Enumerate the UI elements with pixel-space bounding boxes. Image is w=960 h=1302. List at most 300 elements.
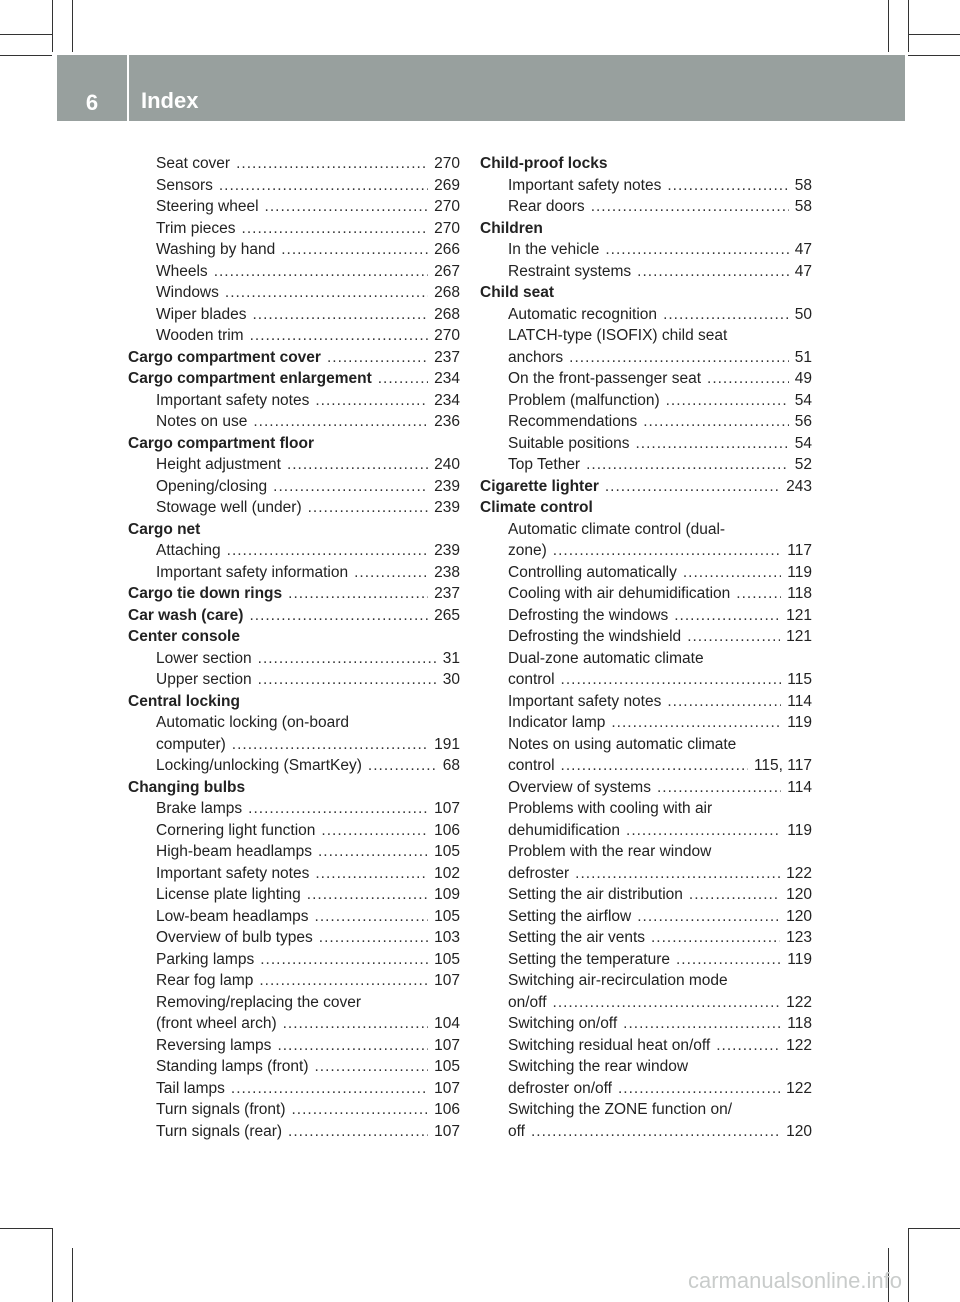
leader-dots	[575, 863, 780, 885]
entry-text: Top Tether	[508, 456, 581, 473]
index-entry	[480, 970, 812, 992]
index-entry	[480, 605, 812, 627]
page-reference: 115, 117	[753, 757, 812, 774]
index-entry	[480, 1078, 812, 1100]
entry-text: Lower section	[156, 649, 252, 667]
watermark: carmanualsonline.info	[687, 1268, 902, 1293]
index-entry	[128, 562, 460, 584]
page-reference: 114	[787, 778, 812, 796]
entry-text: Wiper blades	[156, 305, 247, 323]
index-entry	[480, 820, 812, 842]
index-column-left	[128, 153, 460, 1142]
index-entry	[480, 1056, 812, 1078]
index-entry	[480, 454, 812, 476]
leader-dots	[252, 304, 428, 326]
index-entry	[128, 1035, 460, 1057]
entry-text: Overview of bulb types	[156, 929, 313, 946]
page-reference: 266	[434, 241, 460, 258]
index-heading	[128, 777, 460, 799]
index-entry	[128, 798, 460, 820]
entry-text: Cargo compartment enlargement	[128, 370, 372, 387]
page-reference: 122	[786, 864, 812, 882]
leader-dots	[319, 927, 428, 949]
leader-dots	[626, 820, 781, 842]
page-reference: 270	[434, 198, 460, 215]
page-reference: 120	[786, 1122, 812, 1140]
index-entry	[480, 777, 812, 799]
leader-dots	[637, 906, 780, 928]
index-entry	[480, 411, 812, 433]
leader-dots	[258, 648, 437, 670]
index-entry	[480, 755, 812, 777]
leader-dots	[321, 820, 428, 842]
leader-dots	[227, 540, 428, 562]
index-entry	[480, 368, 812, 390]
crop-mark	[52, 1228, 53, 1302]
entry-text: Overview of systems	[508, 778, 651, 796]
entry-text: Important safety information	[156, 563, 349, 581]
index-entry	[480, 992, 812, 1014]
index-entry	[128, 1099, 460, 1121]
entry-text: Low-beam headlamps	[156, 907, 309, 925]
entry-text: Automatic recognition	[508, 305, 658, 323]
leader-dots	[283, 1013, 429, 1035]
page-reference: 123	[786, 929, 812, 946]
leader-dots	[623, 1013, 781, 1035]
leader-dots	[307, 884, 428, 906]
page-reference: 119	[787, 950, 812, 968]
index-entry	[128, 282, 460, 304]
index-entry	[128, 497, 460, 519]
index-entry	[128, 841, 460, 863]
leader-dots	[315, 906, 429, 928]
page-reference: 117	[787, 542, 812, 559]
index-entry	[128, 820, 460, 842]
crop-mark	[0, 1228, 52, 1229]
index-entry	[480, 390, 812, 412]
entry-text: Important safety notes	[156, 864, 310, 882]
index-entry	[480, 1099, 812, 1121]
leader-dots	[219, 175, 428, 197]
leader-dots	[253, 411, 428, 433]
index-entry	[128, 454, 460, 476]
page-reference: 122	[786, 1036, 812, 1054]
page-reference: 50	[794, 305, 812, 323]
leader-dots	[667, 691, 781, 713]
index-entry	[480, 906, 812, 928]
entry-text: Important safety notes	[156, 391, 310, 409]
crop-mark	[0, 34, 52, 35]
index-entry	[480, 540, 812, 562]
page-reference: 30	[442, 671, 460, 688]
index-entry	[128, 304, 460, 326]
index-entry	[128, 669, 460, 691]
page-reference: 52	[794, 456, 812, 473]
leader-dots	[605, 239, 788, 261]
entry-text: Important safety notes	[508, 692, 662, 710]
leader-dots	[277, 1035, 428, 1057]
entry-text: Children	[480, 219, 543, 237]
entry-text: In the vehicle	[508, 241, 600, 258]
entry-text: On the front-passenger seat	[508, 370, 702, 387]
entry-text: Wooden trim	[156, 327, 244, 344]
leader-dots	[674, 605, 780, 627]
page-reference: 51	[794, 348, 812, 366]
index-entry	[128, 261, 460, 283]
index-entry	[480, 583, 812, 605]
index-heading	[128, 368, 460, 390]
page-reference: 107	[434, 1079, 460, 1097]
entry-text: control	[508, 757, 555, 774]
entry-text: Child-proof locks	[480, 155, 608, 172]
leader-dots	[236, 153, 428, 175]
index-entry	[480, 519, 812, 541]
index-entry	[480, 261, 812, 283]
index-entry	[128, 992, 460, 1014]
entry-text: Cargo compartment cover	[128, 348, 321, 366]
leader-dots	[569, 347, 789, 369]
index-entry	[480, 626, 812, 648]
entry-text: Opening/closing	[156, 477, 268, 495]
entry-text: defroster	[508, 864, 570, 882]
index-heading	[128, 433, 460, 455]
entry-text: Dual-zone automatic climate	[508, 649, 704, 667]
entry-text: Removing/replacing the cover	[156, 993, 362, 1011]
entry-text: Rear fog lamp	[156, 972, 254, 989]
page-reference: 109	[434, 886, 460, 903]
entry-text: Problems with cooling with air	[508, 800, 713, 817]
leader-dots	[707, 368, 789, 390]
entry-text: control	[508, 671, 555, 688]
leader-dots	[232, 734, 428, 756]
index-entry	[480, 1035, 812, 1057]
index-heading	[480, 282, 812, 304]
index-entry	[128, 540, 460, 562]
page-reference: 270	[434, 327, 460, 344]
leader-dots	[378, 368, 428, 390]
index-entry	[480, 304, 812, 326]
leader-dots	[736, 583, 781, 605]
page-reference: 236	[434, 413, 460, 430]
index-entry	[480, 347, 812, 369]
page-reference: 58	[794, 176, 812, 194]
entry-text: Defrosting the windows	[508, 606, 669, 624]
page-reference: 270	[434, 219, 460, 237]
entry-text: Tail lamps	[156, 1079, 225, 1097]
index-entry	[128, 712, 460, 734]
leader-dots	[273, 476, 428, 498]
leader-dots	[689, 884, 780, 906]
index-entry	[128, 884, 460, 906]
page-reference: 119	[787, 714, 812, 731]
crop-mark	[888, 0, 889, 52]
leader-dots	[281, 239, 428, 261]
entry-text: Cargo tie down rings	[128, 585, 283, 602]
entry-text: License plate lighting	[156, 886, 301, 903]
index-entry	[480, 884, 812, 906]
entry-text: Setting the air vents	[508, 929, 645, 946]
page-reference: 107	[434, 972, 460, 989]
page-reference: 105	[434, 843, 460, 860]
page-reference: 106	[434, 1101, 460, 1118]
index-heading	[480, 218, 812, 240]
leader-dots	[287, 454, 428, 476]
page-reference: 106	[434, 821, 460, 839]
entry-text: High-beam headlamps	[156, 843, 312, 860]
page-reference: 239	[434, 477, 460, 495]
crop-mark	[908, 0, 909, 52]
index-entry	[480, 196, 812, 218]
entry-text: dehumidification	[508, 821, 621, 839]
entry-text: Standing lamps (front)	[156, 1058, 309, 1075]
page-reference: 120	[786, 907, 812, 925]
index-entry	[128, 390, 460, 412]
entry-text: Upper section	[156, 671, 252, 688]
page-reference: 47	[794, 241, 812, 258]
leader-dots	[260, 949, 428, 971]
page-reference: 118	[787, 585, 812, 602]
index-entry	[480, 239, 812, 261]
leader-dots	[591, 196, 789, 218]
entry-text: Parking lamps	[156, 950, 255, 968]
entry-text: Notes on use	[156, 413, 248, 430]
page-reference: 122	[786, 993, 812, 1011]
index-entry	[480, 712, 812, 734]
leader-dots	[531, 1121, 780, 1143]
index-entry	[480, 669, 812, 691]
page-reference: 114	[787, 692, 812, 710]
entry-text: (front wheel arch)	[156, 1015, 277, 1032]
index-entry	[128, 927, 460, 949]
entry-text: Height adjustment	[156, 456, 281, 473]
leader-dots	[663, 304, 789, 326]
entry-text: off	[508, 1122, 525, 1140]
leader-dots	[666, 390, 789, 412]
leader-dots	[258, 669, 437, 691]
index-entry	[128, 906, 460, 928]
entry-text: LATCH-type (ISOFIX) child seat	[508, 327, 728, 344]
entry-text: Sensors	[156, 176, 213, 194]
entry-text: Windows	[156, 284, 219, 301]
entry-text: Child seat	[480, 284, 555, 301]
entry-text: Switching the ZONE function on/	[508, 1101, 733, 1118]
page-reference: 238	[434, 563, 460, 581]
index-entry	[480, 798, 812, 820]
page-reference: 115	[787, 671, 812, 688]
entry-text: Cornering light function	[156, 821, 316, 839]
page-reference: 119	[787, 563, 812, 581]
index-entry	[480, 175, 812, 197]
entry-text: Trim pieces	[156, 219, 236, 237]
entry-text: Notes on using automatic climate	[508, 735, 737, 753]
index-entry	[128, 153, 460, 175]
page-reference: 49	[794, 370, 812, 387]
entry-text: Indicator lamp	[508, 714, 606, 731]
entry-text: Turn signals (front)	[156, 1101, 286, 1118]
leader-dots	[636, 433, 789, 455]
entry-text: zone)	[508, 542, 547, 559]
entry-text: Defrosting the windshield	[508, 628, 682, 645]
index-entry	[128, 970, 460, 992]
leader-dots	[687, 626, 780, 648]
index-entry	[480, 691, 812, 713]
leader-dots	[586, 454, 789, 476]
page-number: 6	[85, 90, 99, 115]
page-reference: 237	[434, 348, 460, 366]
page-reference: 118	[787, 1015, 812, 1032]
page-reference: 239	[434, 542, 460, 559]
index-entry	[128, 476, 460, 498]
entry-text: Problem (malfunction)	[508, 391, 660, 409]
page-reference: 105	[434, 950, 460, 968]
leader-dots	[368, 755, 437, 777]
index-entry	[128, 196, 460, 218]
index-entry	[128, 218, 460, 240]
leader-dots	[318, 841, 428, 863]
entry-text: Washing by hand	[156, 241, 276, 258]
index-entry	[128, 411, 460, 433]
leader-dots	[354, 562, 428, 584]
leader-dots	[308, 497, 429, 519]
page-reference: 121	[786, 606, 812, 624]
entry-text: Turn signals (rear)	[156, 1122, 283, 1140]
leader-dots	[315, 390, 428, 412]
leader-dots	[683, 562, 781, 584]
entry-text: Setting the air distribution	[508, 886, 683, 903]
index-entry	[128, 239, 460, 261]
leader-dots	[657, 777, 781, 799]
page-title: Index	[141, 88, 199, 113]
page-reference: 243	[786, 477, 812, 495]
page-reference: 105	[434, 1058, 460, 1075]
index-heading	[128, 626, 460, 648]
entry-text: Cooling with air dehumidification	[508, 585, 731, 602]
entry-text: Climate control	[480, 499, 593, 516]
entry-text: Automatic locking (on-board	[156, 714, 349, 731]
leader-dots	[248, 798, 428, 820]
page-reference: 269	[434, 176, 460, 194]
page-reference: 120	[786, 886, 812, 903]
index-heading	[128, 605, 460, 627]
entry-text: Reversing lamps	[156, 1036, 272, 1054]
page-reference: 56	[794, 413, 812, 430]
index-entry	[480, 1121, 812, 1143]
page-reference: 267	[434, 262, 460, 280]
crop-mark	[908, 1228, 909, 1302]
entry-text: Switching the rear window	[508, 1058, 689, 1075]
index-entry	[128, 1121, 460, 1143]
leader-dots	[288, 583, 428, 605]
index-entry	[480, 648, 812, 670]
entry-text: Cigarette lighter	[480, 477, 599, 495]
entry-text: defroster on/off	[508, 1079, 612, 1097]
page-reference: 234	[434, 370, 460, 387]
leader-dots	[265, 196, 429, 218]
crop-mark	[0, 55, 52, 56]
entry-text: Car wash (care)	[128, 606, 244, 624]
entry-text: Rear doors	[508, 198, 585, 215]
entry-text: Setting the temperature	[508, 950, 670, 968]
index-heading	[128, 691, 460, 713]
crop-mark	[52, 0, 53, 52]
crop-mark	[908, 55, 960, 56]
page-reference: 239	[434, 499, 460, 516]
leader-dots	[618, 1078, 780, 1100]
entry-text: Switching air-recirculation mode	[508, 972, 728, 989]
entry-text: Wheels	[156, 262, 208, 280]
entry-text: Recommendations	[508, 413, 638, 430]
leader-dots	[611, 712, 781, 734]
entry-text: Restraint systems	[508, 262, 632, 280]
page-reference: 191	[434, 735, 460, 753]
entry-text: Attaching	[156, 542, 221, 559]
page-reference: 121	[786, 628, 812, 645]
index-entry	[128, 755, 460, 777]
entry-text: Seat cover	[156, 155, 231, 172]
index-entry	[128, 949, 460, 971]
index-entry	[128, 863, 460, 885]
index-heading	[128, 519, 460, 541]
entry-text: Cargo net	[128, 520, 201, 538]
index-heading	[128, 583, 460, 605]
page-reference: 268	[434, 284, 460, 301]
leader-dots	[231, 1078, 428, 1100]
entry-text: Automatic climate control (dual-	[508, 520, 726, 538]
leader-dots	[315, 863, 428, 885]
entry-text: Steering wheel	[156, 198, 259, 215]
index-entry	[480, 562, 812, 584]
page-reference: 107	[434, 1036, 460, 1054]
page-reference: 119	[787, 821, 812, 839]
index-entry	[480, 841, 812, 863]
crop-mark	[72, 0, 73, 52]
leader-dots	[553, 540, 782, 562]
page-reference: 105	[434, 907, 460, 925]
page-reference: 107	[434, 800, 460, 817]
entry-text: Cargo compartment floor	[128, 434, 315, 452]
crop-mark	[72, 1248, 73, 1302]
page-reference: 234	[434, 391, 460, 409]
page-reference: 47	[794, 262, 812, 280]
index-entry	[480, 1013, 812, 1035]
entry-text: Controlling automatically	[508, 563, 677, 581]
index-entry	[128, 325, 460, 347]
entry-text: Central locking	[128, 692, 240, 710]
entry-text: Switching residual heat on/off	[508, 1036, 711, 1054]
index-column-right	[480, 153, 812, 1142]
index-entry	[480, 927, 812, 949]
entry-text: Important safety notes	[508, 176, 662, 194]
page-reference: 54	[794, 434, 812, 452]
leader-dots	[242, 218, 429, 240]
leader-dots	[605, 476, 780, 498]
leader-dots	[667, 175, 788, 197]
page-reference: 68	[442, 757, 460, 774]
leader-dots	[716, 1035, 780, 1057]
leader-dots	[214, 261, 428, 283]
page-reference: 122	[786, 1079, 812, 1097]
leader-dots	[288, 1121, 428, 1143]
index-entry	[480, 863, 812, 885]
entry-text: Center console	[128, 628, 240, 645]
page-reference: 107	[434, 1122, 460, 1140]
page-reference: 268	[434, 305, 460, 323]
index-heading	[480, 153, 812, 175]
index-entry	[128, 734, 460, 756]
leader-dots	[651, 927, 780, 949]
index-heading	[480, 497, 812, 519]
entry-text: Brake lamps	[156, 800, 243, 817]
